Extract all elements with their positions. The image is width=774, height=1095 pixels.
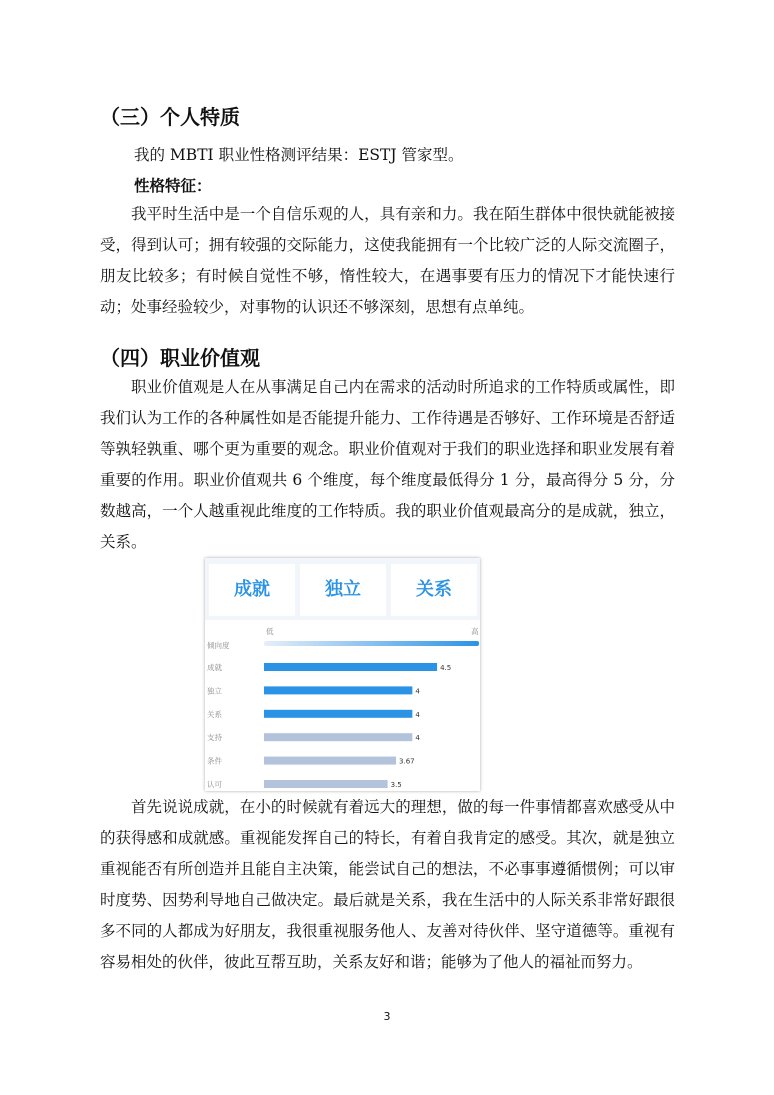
bar xyxy=(264,733,412,741)
bar-value-label: 4.5 xyxy=(440,664,452,672)
tab-independence[interactable]: 独立 xyxy=(300,564,386,616)
bar-value-label: 4 xyxy=(415,734,420,743)
scale-high-label: 高 xyxy=(471,627,479,636)
scale-low-label: 低 xyxy=(266,627,274,636)
bar xyxy=(264,686,412,694)
bar xyxy=(264,710,412,718)
tab-achievement[interactable]: 成就 xyxy=(209,564,295,616)
category-label: 条件 xyxy=(207,756,222,766)
bar xyxy=(264,757,396,765)
category-label: 成就 xyxy=(207,663,222,672)
career-values-figure xyxy=(205,558,480,791)
closing-paragraph: 首先说说成就，在小的时候就有着远大的理想，做的每一件事情都喜欢感受从中的获得感和成就感。重视能发挥自己的特长，有着自我肯定的感受。其次，就是独立重视能否有所创造并且能自主决策，能尝试自己的想法，不必事事遵循惯例；可以审时度势、因势利导地自己做决定。最后就是关系，我在生活中的人际关系非常好跟很多不同的人都成为好朋友，我很重视服务他人、友善对待伙伴、坚守道德等。重视有容易相处的伙伴，彼此互帮互助，关系友好和谐；能够为了他人的福祉而努力。 xyxy=(100,798,675,971)
bar-value-label: 4 xyxy=(415,710,420,719)
bar xyxy=(264,663,437,671)
bar-value-label: 3.5 xyxy=(390,781,402,789)
career-values-chart xyxy=(205,620,480,791)
category-label: 独立 xyxy=(207,686,222,696)
page-number: 3 xyxy=(383,1010,391,1023)
bar xyxy=(264,780,388,788)
section-heading-personal-traits: （三）个人特质 xyxy=(100,105,240,129)
category-label: 支持 xyxy=(207,733,222,743)
tab-relationships[interactable]: 关系 xyxy=(391,564,477,616)
tendency-label: 倾向度 xyxy=(207,641,230,650)
mbti-result-line: 我的 MBTI 职业性格测评结果：ESTJ 管家型。 xyxy=(134,146,464,164)
traits-label: 性格特征： xyxy=(134,177,212,195)
career-values-paragraph: 职业价值观是人在从事满足自己内在需求的活动时所追求的工作特质或属性，即我们认为工作的各种属性如是否能提升能力、工作待遇是否够好、工作环境是否舒适等孰轻孰重、哪个更为重要的观念。职业价值观对于我们的职业选择和职业发展有着重要的作用。职业价值观共 6 个维度，每个维度最低得分 1 分，最高得分 5 分，分数越高，一个人越重视此维度的工作特质。我的职业价值观最高分的是成就，独立，关系。 xyxy=(100,378,675,551)
tendency-gradient-bar xyxy=(264,641,479,646)
traits-paragraph: 我平时生活中是一个自信乐观的人，具有亲和力。我在陌生群体中很快就能被接受，得到认可；拥有较强的交际能力，这使我能拥有一个比较广泛的人际交流圈子，朋友比较多；有时候自觉性不够，惰性较大，在遇事要有压力的情况下才能快速行动；处事经验较少，对事物的认识还不够深刻，思想有点单纯。 xyxy=(100,205,675,316)
bar-value-label: 3.67 xyxy=(399,757,415,766)
bar-value-label: 4 xyxy=(415,687,420,696)
category-label: 认可 xyxy=(207,780,222,789)
tab-strip xyxy=(205,558,480,620)
section-heading-career-values: （四）职业价值观 xyxy=(100,346,260,370)
category-label: 关系 xyxy=(207,709,222,719)
